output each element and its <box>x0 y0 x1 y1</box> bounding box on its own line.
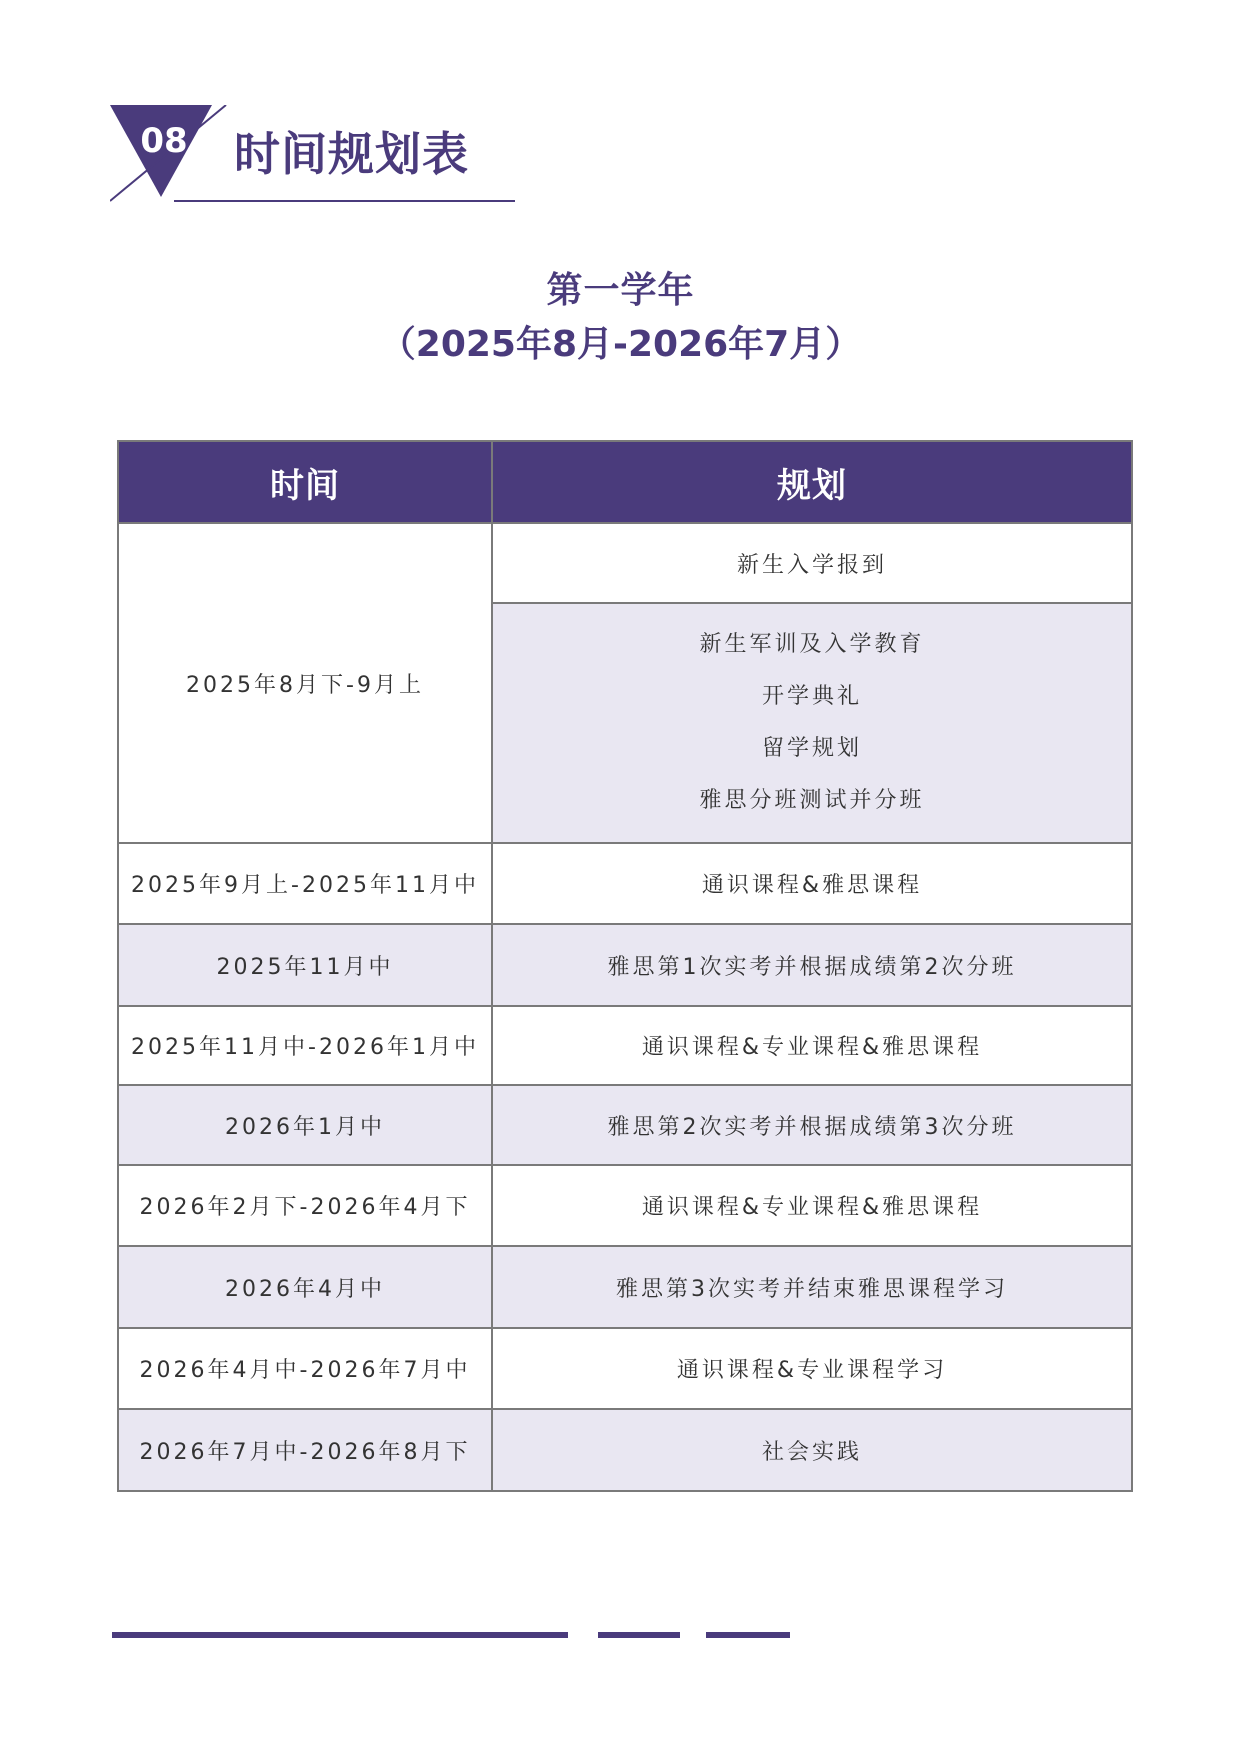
time-cell: 2025年9月上-2025年11月中 <box>118 843 492 924</box>
table-row <box>118 523 1132 603</box>
time-cell: 2025年11月中 <box>118 924 492 1006</box>
table-row <box>118 924 1132 1006</box>
footer-bar-short <box>706 1632 790 1638</box>
plan-list-item: 新生军训及入学教育 <box>699 632 925 657</box>
plan-list-item: 开学典礼 <box>761 684 862 709</box>
plan-list-item: 留学规划 <box>761 736 862 761</box>
section-header <box>110 105 530 205</box>
footer-bar-long <box>112 1632 568 1638</box>
plan-cell: 通识课程&专业课程学习 <box>492 1328 1132 1409</box>
plan-cell: 雅思第3次实考并结束雅思课程学习 <box>492 1246 1132 1328</box>
plan-cell: 通识课程&专业课程&雅思课程 <box>492 1006 1132 1085</box>
time-cell: 2025年8月下-9月上 <box>118 523 492 843</box>
year-title: 第一学年 <box>546 270 695 311</box>
time-cell: 2025年11月中-2026年1月中 <box>118 1006 492 1085</box>
time-cell: 2026年4月中 <box>118 1246 492 1328</box>
time-cell: 2026年7月中-2026年8月下 <box>118 1409 492 1491</box>
table-row <box>118 1246 1132 1328</box>
table-header-row <box>118 441 1132 523</box>
table-row <box>118 1165 1132 1246</box>
table-row <box>118 1328 1132 1409</box>
table-row <box>118 1006 1132 1085</box>
table-row <box>118 843 1132 924</box>
section-title: 时间规划表 <box>234 127 469 181</box>
schedule-table <box>117 440 1133 1492</box>
plan-cell: 雅思第1次实考并根据成绩第2次分班 <box>492 924 1132 1006</box>
footer-bar-short <box>598 1632 680 1638</box>
time-cell: 2026年2月下-2026年4月下 <box>118 1165 492 1246</box>
plan-cell: 雅思第2次实考并根据成绩第3次分班 <box>492 1085 1132 1165</box>
section-number: 08 <box>140 121 188 161</box>
time-cell: 2026年4月中-2026年7月中 <box>118 1328 492 1409</box>
plan-cell: 新生入学报到 <box>492 523 1132 603</box>
plan-cell: 通识课程&雅思课程 <box>492 843 1132 924</box>
plan-list-item: 雅思分班测试并分班 <box>699 788 925 813</box>
header-plan: 规划 <box>492 441 1132 523</box>
time-cell: 2026年1月中 <box>118 1085 492 1165</box>
table-row <box>118 1409 1132 1491</box>
year-range: （2025年8月-2026年7月） <box>379 324 862 365</box>
plan-cell: 社会实践 <box>492 1409 1132 1491</box>
header-time: 时间 <box>118 441 492 523</box>
plan-cell: 通识课程&专业课程&雅思课程 <box>492 1165 1132 1246</box>
plan-cell-list <box>492 603 1132 843</box>
table-row <box>118 1085 1132 1165</box>
